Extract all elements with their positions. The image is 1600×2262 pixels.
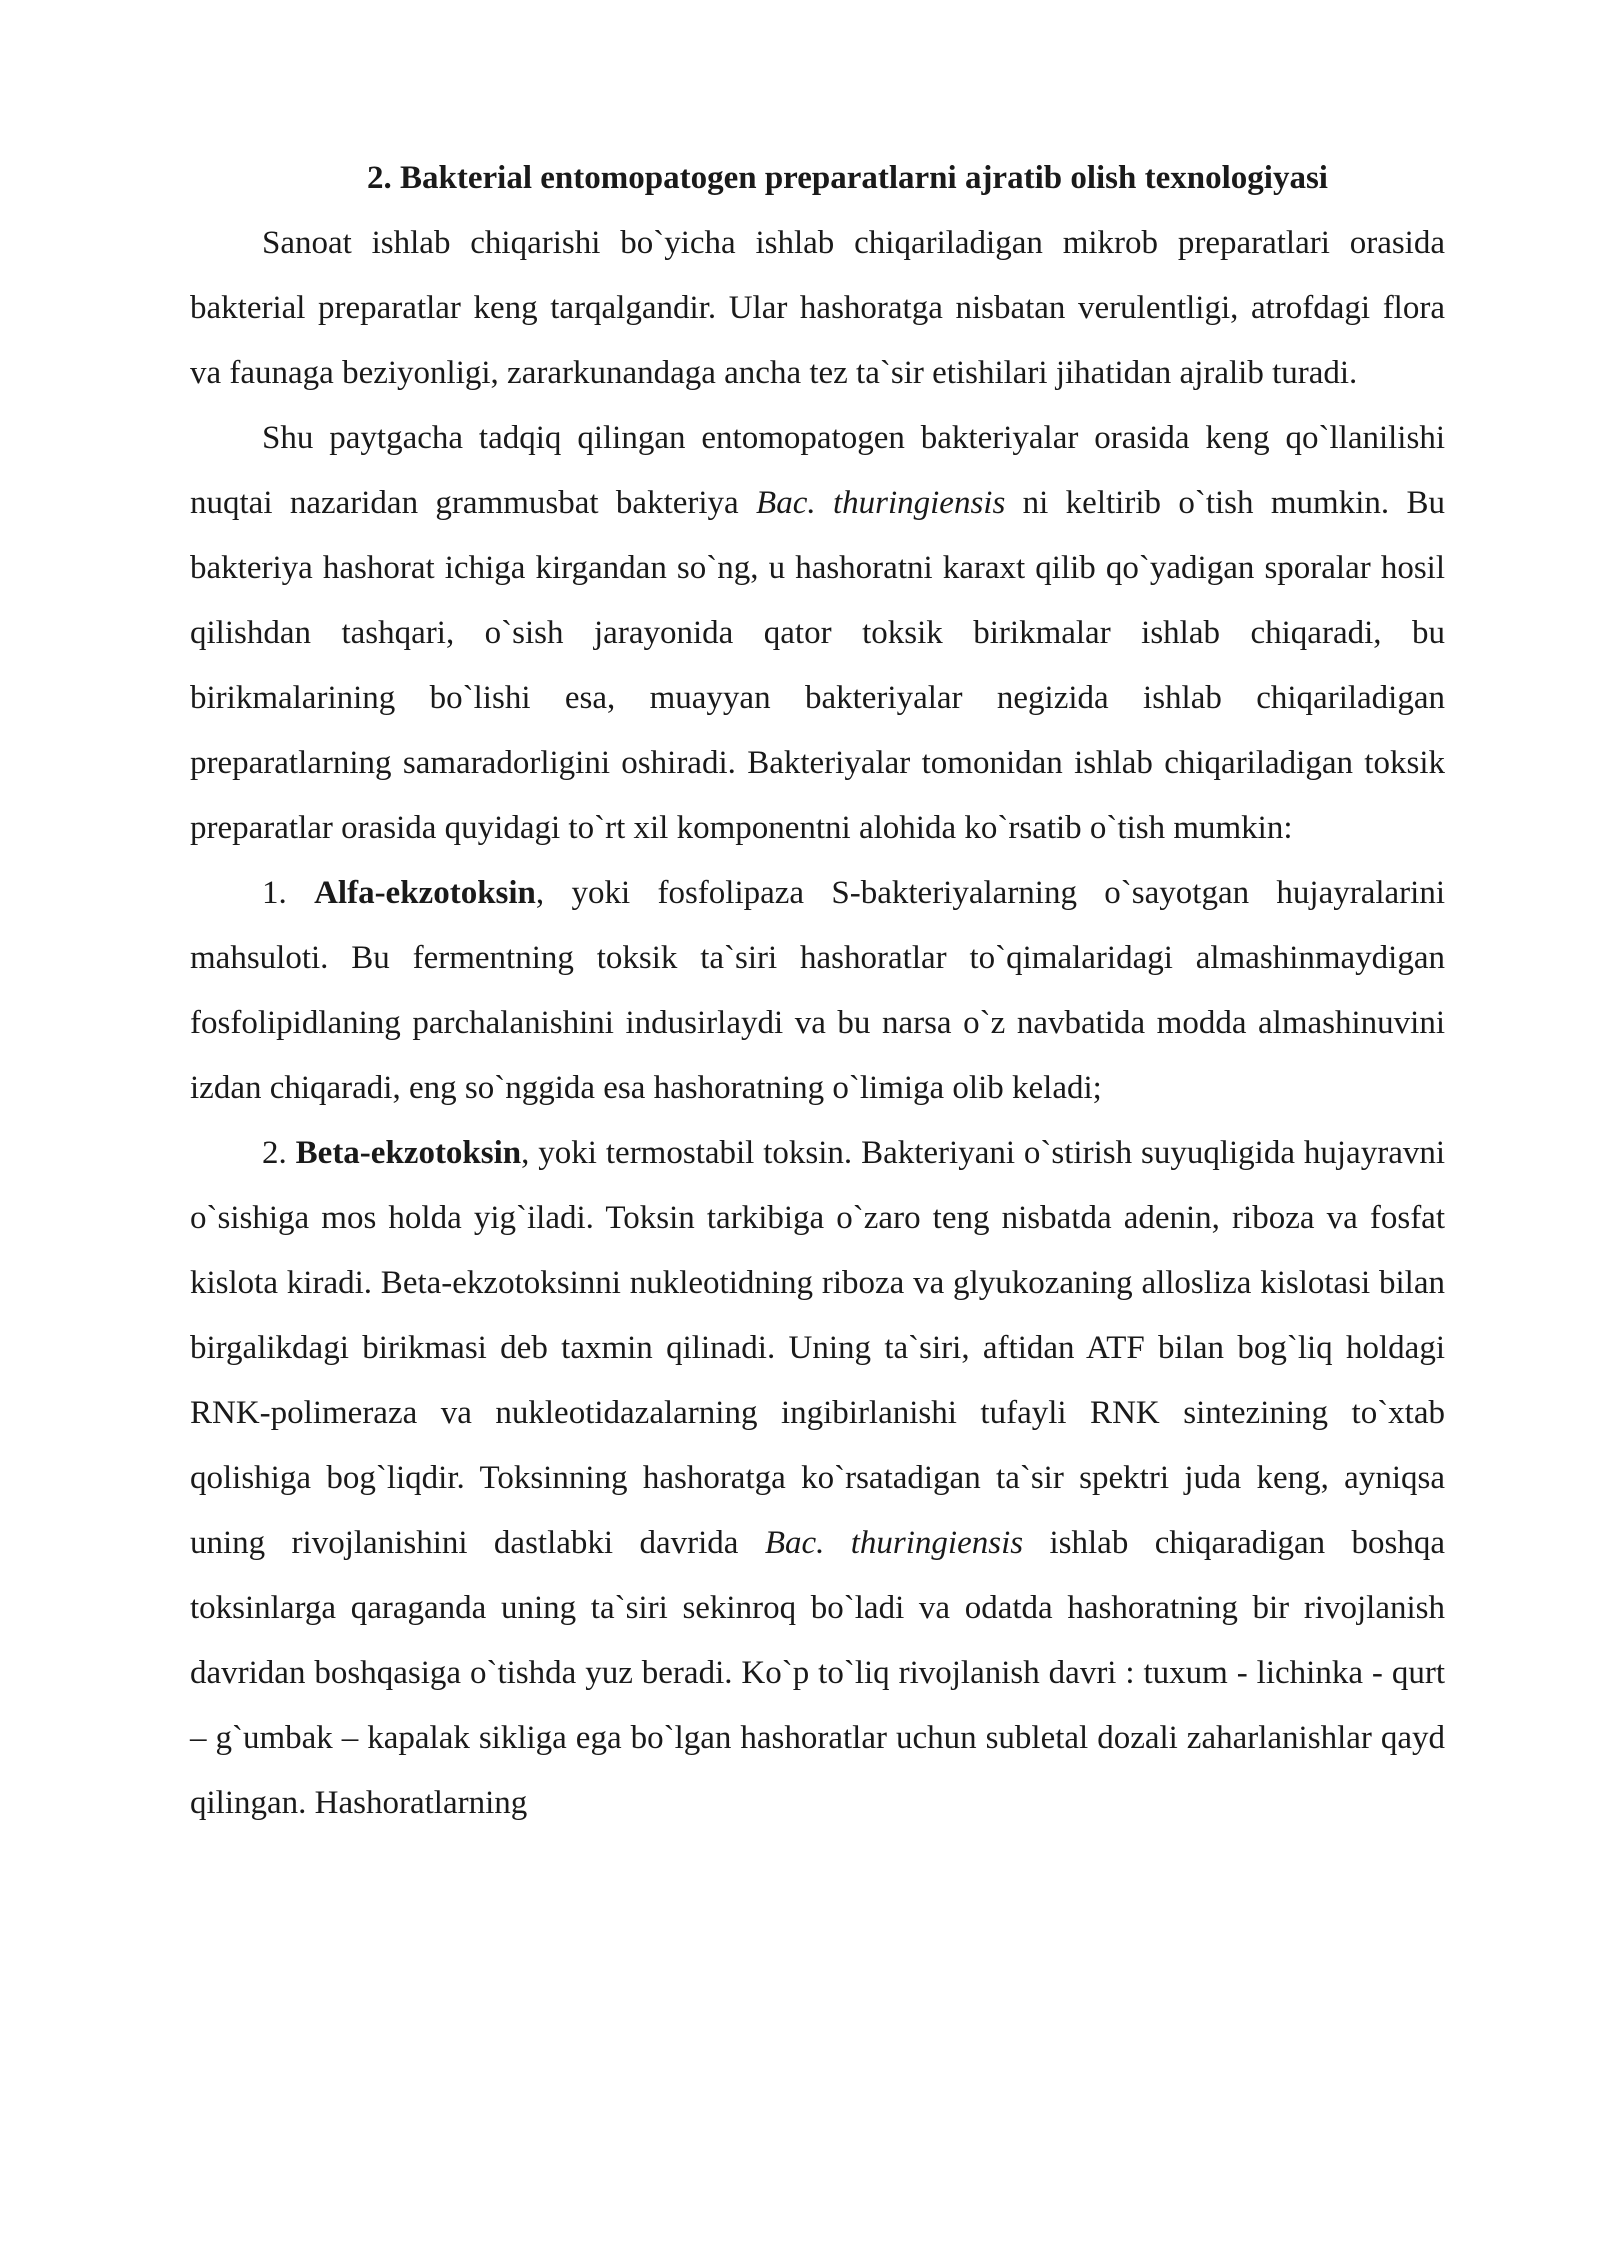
list-item-number: 1. — [262, 875, 315, 911]
document-page — [190, 146, 1445, 1836]
paragraph-intro: Sanoat ishlab chiqarishi bo`yicha ishlab chiqariladigan mikrob preparatlari orasida bakterial preparatlar keng tarqalgandir. Ular hashoratga nisbatan verulentligi, atrofdagi flora va faunaga beziyonligi, zararkunandaga ancha tez ta`sir etishilari jihatidan ajralib turadi. — [190, 225, 1445, 391]
paragraph-bacteria-text-b: ni keltirib o`tish mumkin. Bu bakteriya hashorat ichiga kirgandan so`ng, u hashoratni karaxt qilib qo`yadigan sporalar hosil qilishdan tashqari, o`sish jarayonida qator toksik birikmalar ishlab chiqaradi, bu birikmalarining bo`lishi esa, muayyan bakteriyalar negizida ishlab chiqariladigan preparatlarning samaradorligini oshiradi. Bakteriyalar tomonidan ishlab chiqariladigan toksik preparatlar orasida quyidagi to`rt xil komponentni alohida ko`rsatib o`tish mumkin: — [190, 485, 1445, 846]
paragraph-bacteria-text-a: Shu paytgacha tadqiq qilingan entomopatogen bakteriyalar orasida keng qo`llanilishi nuqtai nazaridan grammusbat bakteriya — [190, 420, 1445, 521]
list-item-text: , yoki fosfolipaza S-bakteriyalarning o`sayotgan hujayralarini mahsuloti. Bu fermentning toksik ta`siri hashoratlar to`qimalaridagi almashinmaydigan fosfolipidlaning parchalanishini indusirlaydi va bu narsa o`z navbatida modda almashinuvini izdan chiqaradi, eng so`nggida esa hashoratning o`limiga olib keladi; — [190, 875, 1445, 1106]
species-name: Bac. thuringiensis — [764, 1525, 1024, 1561]
list-item-alfa-ekzotoksin — [190, 861, 1445, 1121]
list-item-beta-ekzotoksin — [190, 1121, 1445, 1836]
list-item-term: Alfa-ekzotoksin — [314, 875, 536, 911]
list-item-text-b: ishlab chiqaradigan boshqa toksinlarga qaraganda uning ta`siri sekinroq bo`ladi va odatda hashoratning bir rivojlanish davridan boshqasiga o`tishda yuz beradi. Ko`p to`liq rivojlanish davri : tuxum - lichinka - qurt – g`umbak – kapalak sikliga ega bo`lgan hashoratlar uchun subletal dozali zaharlanishlar qayd qilingan. Hashoratlarning — [190, 1525, 1445, 1821]
list-item-number: 2. — [262, 1135, 296, 1171]
list-item-term: Beta-ekzotoksin — [295, 1135, 522, 1171]
paragraph-bacteria — [190, 406, 1445, 861]
section-heading: 2. Bakterial entomopatogen preparatlarni ajratib olish texnologiyasi — [367, 160, 1328, 196]
species-name: Bac. thuringiensis — [756, 485, 1006, 521]
list-item-text-a: , yoki termostabil toksin. Bakteriyani o`stirish suyuqligida hujayravni o`sishiga mos holda yig`iladi. Toksin tarkibiga o`zaro teng nisbatda adenin, riboza va fosfat kislota kiradi. Beta-ekzotoksinni nukleotidning riboza va glyukozaning allosliza kislotasi bilan birgalikdagi birikmasi deb taxmin qilinadi. Uning ta`siri, aftidan ATF bilan bog`liq holdagi RNK-polimeraza va nukleotidazalarning ingibirlanishi tufayli RNK sintezining to`xtab qolishiga bog`liqdir. Toksinning hashoratga ko`rsatadigan ta`sir spektri juda keng, ayniqsa uning rivojlanishini dastlabki davrida — [190, 1135, 1446, 1561]
